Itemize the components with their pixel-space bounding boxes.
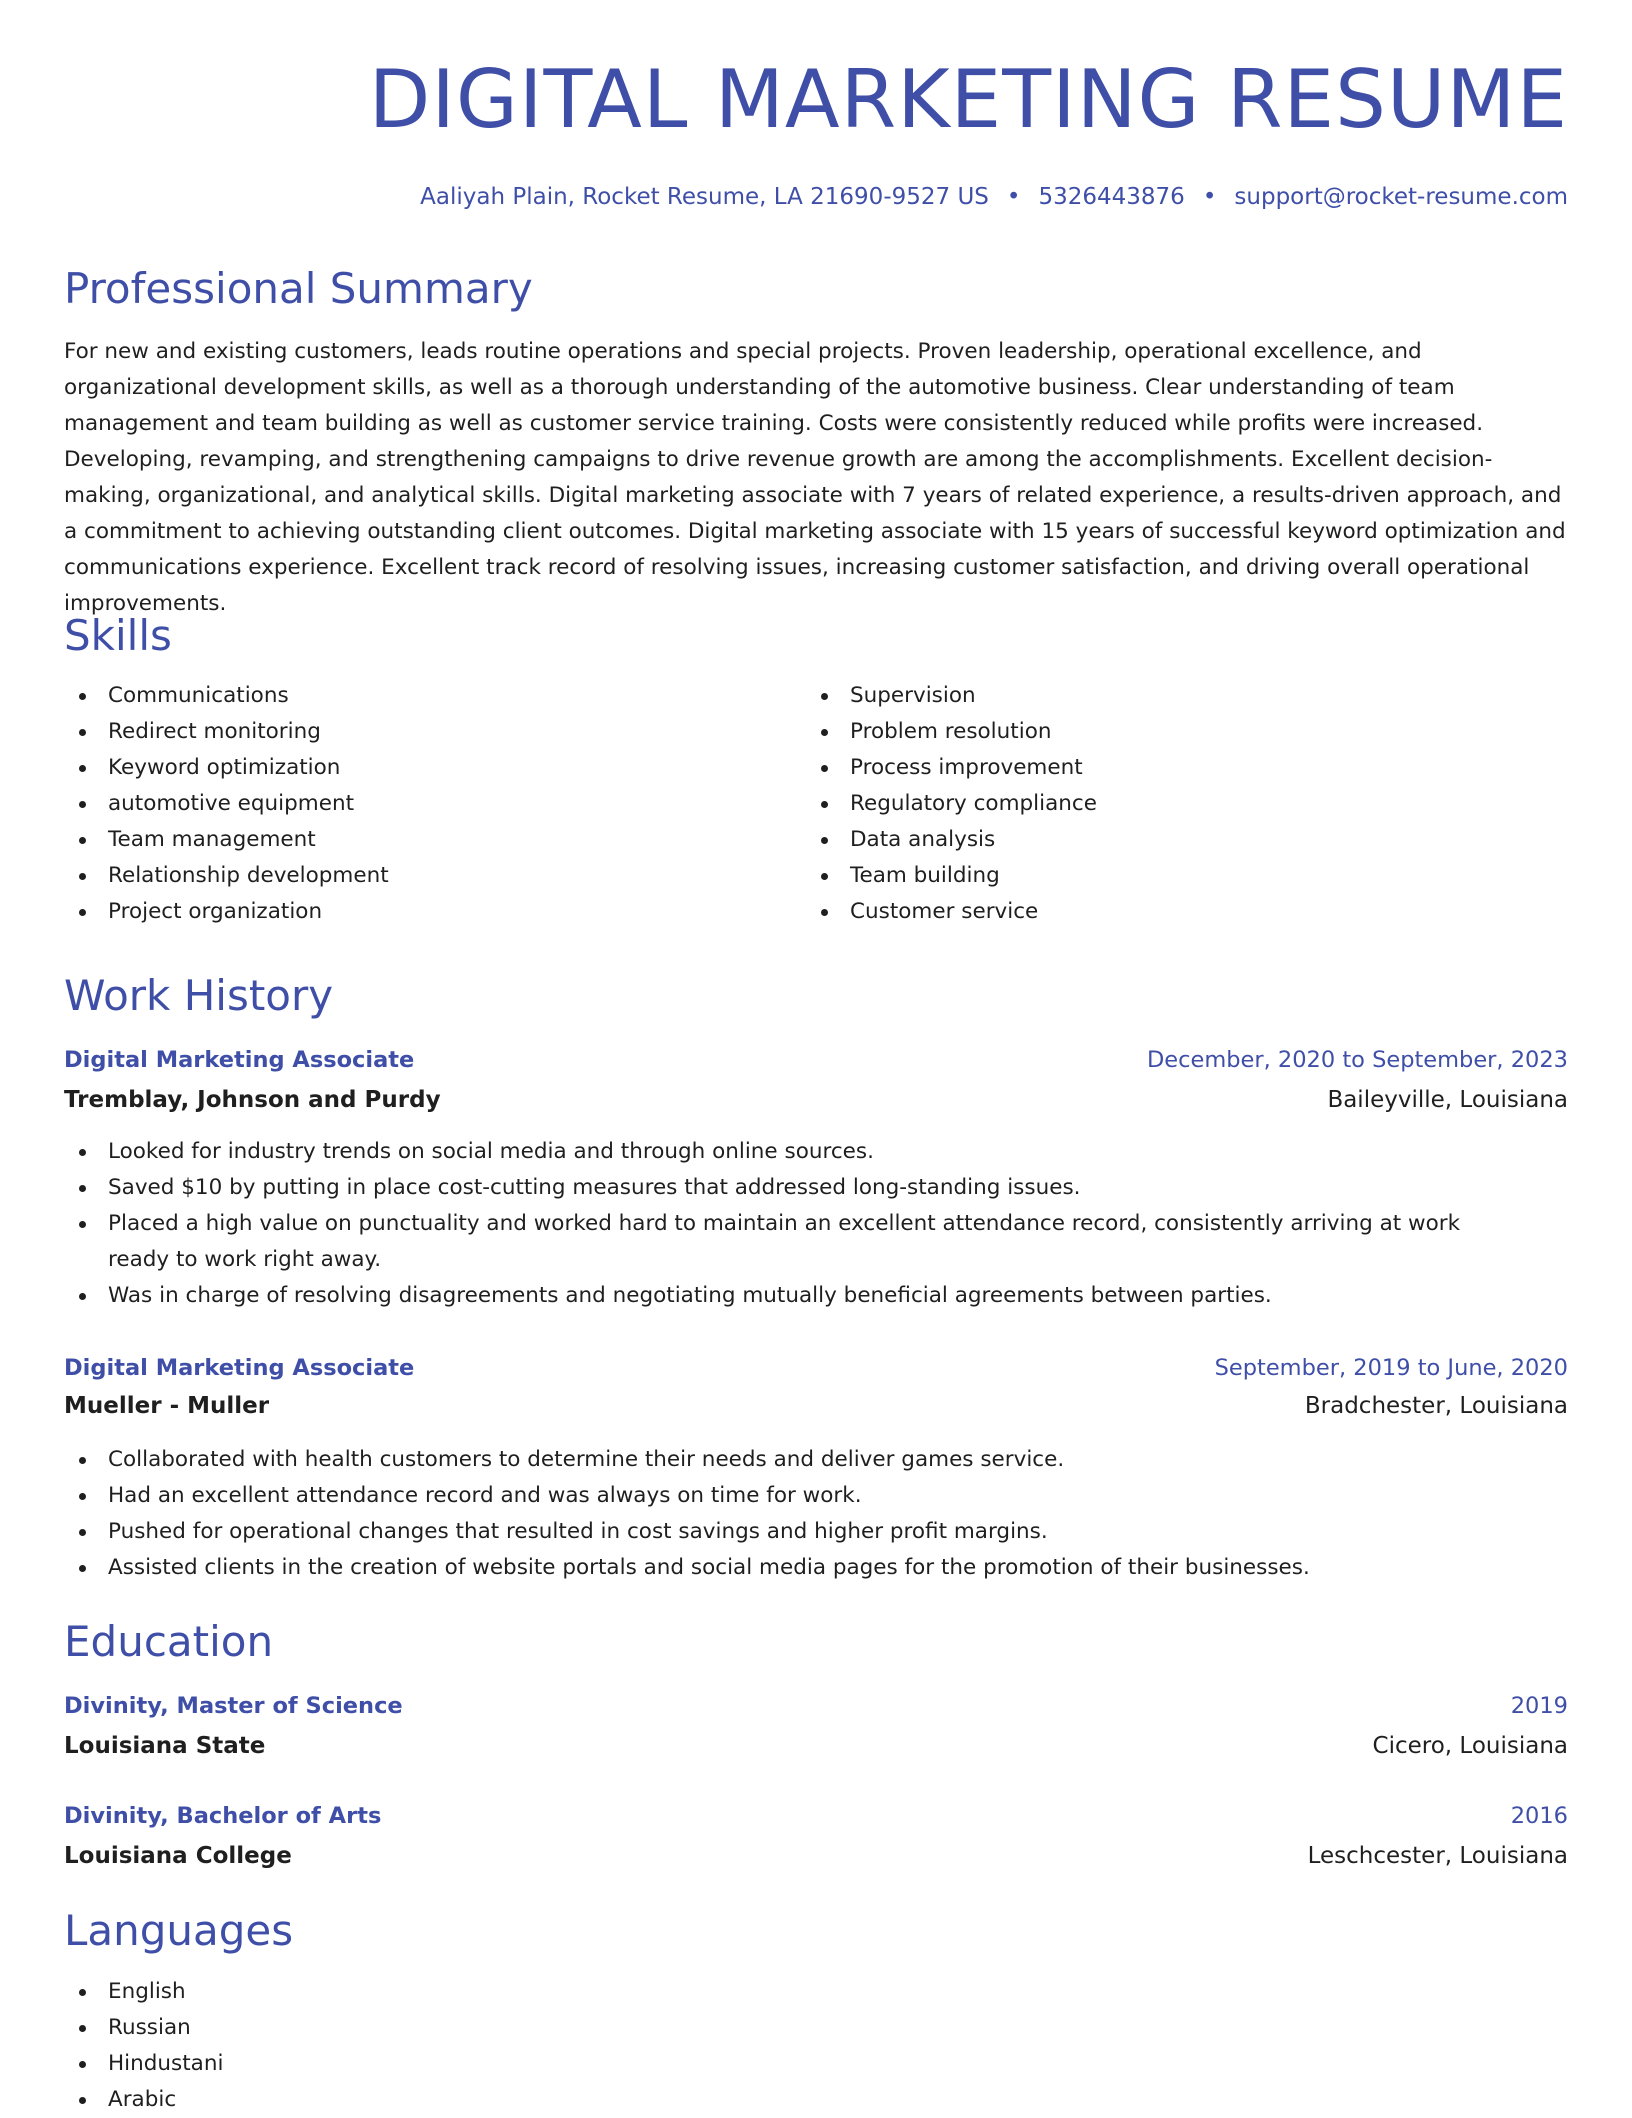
section-heading-work-history: Work History <box>64 971 334 1020</box>
language-item: Hindustani <box>64 2046 764 2082</box>
job-company: Tremblay, Johnson and Purdy <box>64 1087 441 1113</box>
job-location: Baileyville, Louisiana <box>1327 1087 1568 1113</box>
contact-line <box>420 182 1568 212</box>
job-bullet: Saved $10 by putting in place cost-cutting measures that addressed long-standing issues. <box>64 1170 1568 1206</box>
education-degree: Divinity, Master of Science <box>64 1693 403 1719</box>
job-bullet: Was in charge of resolving disagreements and negotiating mutually beneficial agreements between parties. <box>64 1278 1568 1314</box>
language-item: Arabic <box>64 2082 764 2118</box>
education-school-row <box>64 1728 1568 1764</box>
education-location: Leschcester, Louisiana <box>1307 1843 1568 1869</box>
job-employer-row <box>64 1388 1568 1424</box>
job-dates: September, 2019 to June, 2020 <box>1214 1355 1568 1381</box>
skill-item: Regulatory compliance <box>806 786 1506 822</box>
job-bullet: Pushed for operational changes that resulted in cost savings and higher profit margins. <box>64 1514 1568 1550</box>
skill-item: Team management <box>64 822 764 858</box>
skill-item: Customer service <box>806 894 1506 930</box>
contact-separator: • <box>1202 184 1217 210</box>
education-header <box>64 1798 1568 1834</box>
education-year: 2019 <box>1510 1693 1568 1719</box>
skill-item: Communications <box>64 678 764 714</box>
contact-separator: • <box>1006 184 1021 210</box>
job-company: Mueller - Muller <box>64 1393 270 1419</box>
skills-list-left <box>64 678 764 930</box>
job-employer-row <box>64 1082 1568 1118</box>
language-item: English <box>64 1974 764 2010</box>
contact-phone[interactable]: 5326443876 <box>1038 184 1185 210</box>
education-school: Louisiana College <box>64 1843 292 1869</box>
job-location: Bradchester, Louisiana <box>1304 1393 1568 1419</box>
job-bullet: Placed a high value on punctuality and worked hard to maintain an excellent attendance record, consistently arriving at work ready to work right away. <box>64 1206 1568 1278</box>
contact-address: Aaliyah Plain, Rocket Resume, LA 21690-9527 US <box>420 184 989 210</box>
job-header <box>64 1350 1568 1386</box>
job-title: Digital Marketing Associate <box>64 1355 415 1381</box>
skill-item: Supervision <box>806 678 1506 714</box>
contact-email[interactable]: support@rocket-resume.com <box>1234 184 1568 210</box>
education-degree: Divinity, Bachelor of Arts <box>64 1803 382 1829</box>
job-bullet: Had an excellent attendance record and was always on time for work. <box>64 1478 1568 1514</box>
languages-list <box>64 1974 764 2118</box>
job-dates: December, 2020 to September, 2023 <box>1146 1047 1568 1073</box>
skill-item: Relationship development <box>64 858 764 894</box>
education-header <box>64 1688 1568 1724</box>
job-bullet: Looked for industry trends on social media and through online sources. <box>64 1134 1568 1170</box>
language-item: Russian <box>64 2010 764 2046</box>
skill-item: Redirect monitoring <box>64 714 764 750</box>
skill-item: Data analysis <box>806 822 1506 858</box>
job-title: Digital Marketing Associate <box>64 1047 415 1073</box>
skills-list-right <box>806 678 1506 930</box>
job-header <box>64 1042 1568 1078</box>
section-heading-education: Education <box>64 1617 274 1666</box>
skill-item: automotive equipment <box>64 786 764 822</box>
summary-text: For new and existing customers, leads routine operations and special projects. Proven leadership, operational excellence, and organizational development skills, as well as a thorough understanding of the automotive business. Clear understanding of team management and team building as well as customer service training. Costs were consistently reduced while profits were increased. Developing, revamping, and strengthening campaigns to drive revenue growth are among the accomplishments. Excellent decision-making, organizational, and analytical skills. Digital marketing associate with 7 years of related experience, a results-driven approach, and a commitment to achieving outstanding client outcomes. Digital marketing associate with 15 years of successful keyword optimization and communications experience. Excellent track record of resolving issues, increasing customer satisfaction, and driving overall operational improvements. <box>64 339 1566 616</box>
job-bullets <box>64 1442 1568 1586</box>
skill-item: Problem resolution <box>806 714 1506 750</box>
skill-item: Project organization <box>64 894 764 930</box>
education-year: 2016 <box>1510 1803 1568 1829</box>
skill-item: Keyword optimization <box>64 750 764 786</box>
education-school-row <box>64 1838 1568 1874</box>
education-school: Louisiana State <box>64 1733 266 1759</box>
skill-item: Process improvement <box>806 750 1506 786</box>
section-heading-skills: Skills <box>64 611 172 660</box>
job-bullet: Collaborated with health customers to determine their needs and deliver games service. <box>64 1442 1568 1478</box>
resume-title: DIGITAL MARKETING RESUME <box>368 53 1568 146</box>
section-heading-summary: Professional Summary <box>64 264 533 313</box>
job-bullet: Assisted clients in the creation of website portals and social media pages for the promotion of their businesses. <box>64 1550 1568 1586</box>
job-bullets <box>64 1134 1568 1314</box>
education-location: Cicero, Louisiana <box>1372 1733 1568 1759</box>
section-heading-languages: Languages <box>64 1906 294 1955</box>
skill-item: Team building <box>806 858 1506 894</box>
